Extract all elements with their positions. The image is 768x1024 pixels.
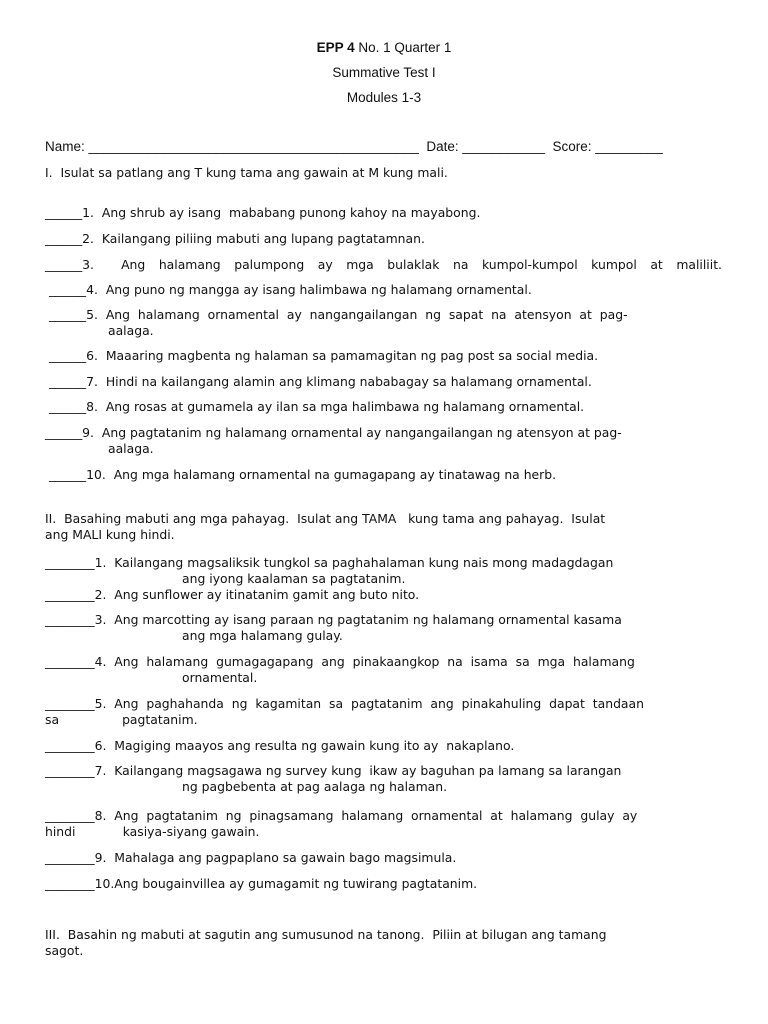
part2-item-6: ________6. Magiging maayos ang resulta ng gawain kung ito ay nakaplano. xyxy=(45,738,515,753)
modules-label: Modules 1-3 xyxy=(346,90,422,105)
part2-instruction xyxy=(45,511,722,543)
title-rest: No. 1 Quarter 1 xyxy=(354,40,452,55)
part1-item-10: ______10. Ang mga halamang ornamental na gumagapang ay tinatawag na herb. xyxy=(45,467,557,482)
part2-item-10: ________10.Ang bougainvillea ay gumagamit ng tuwirang pagtatanim. xyxy=(45,876,478,891)
part2-item-3-cont: ang mga halamang gulay. xyxy=(182,628,343,643)
part2-item-5-line: ________5. Ang paghahanda ng kagamitan sa pagtatanim ang pinakahuling dapat tandaan xyxy=(45,696,644,711)
part2-item-7 xyxy=(45,763,722,795)
part1-item-1: ______1. Ang shrub ay isang mababang punong kahoy na mayabong. xyxy=(45,205,481,220)
part1-item-5-cont: aalaga. xyxy=(108,323,154,338)
part3-instruction-line2: sagot. xyxy=(45,943,84,958)
part1-instruction: I. Isulat sa patlang ang T kung tama ang gawain at M kung mali. xyxy=(45,165,448,180)
part2-item-9: ________9. Mahalaga ang pagpaplano sa gawain bago magsimula. xyxy=(45,850,457,865)
part2-item-1-cont: ang iyong kaalaman sa pagtatanim. xyxy=(182,571,406,586)
part2-instruction-line1: II. Basahing mabuti ang mga pahayag. Isulat ang TAMA kung tama ang pahayag. Isulat xyxy=(45,511,606,526)
part2-item-3 xyxy=(45,612,722,644)
part1-item-3: ______3. Ang halamang palumpong ay mga bulaklak na kumpol-kumpol kumpol at maliliit. xyxy=(45,257,722,272)
part1-item-2: ______2. Kailangang piliing mabuti ang lupang pagtatamnan. xyxy=(45,231,425,246)
test-title xyxy=(0,40,768,55)
part1-item-4: ______4. Ang puno ng mangga ay isang halimbawa ng halamang ornamental. xyxy=(45,282,532,297)
part1-item-5 xyxy=(45,307,722,339)
part2-item-3-line: ________3. Ang marcotting ay isang paraan ng pagtatanim ng halamang ornamental kasama xyxy=(45,612,622,627)
part2-item-1 xyxy=(45,555,722,587)
part2-item-4-line: ________4. Ang halamang gumagagapang ang pinakaangkop na isama sa mga halamang xyxy=(45,654,635,669)
name-date-score-line: Name: ____________________________________________ Date: ___________ Score: _________ xyxy=(45,139,663,154)
part2-item-8 xyxy=(45,808,722,840)
title-bold: EPP 4 xyxy=(316,40,355,55)
part2-item-8-cont: hindi kasiya-siyang gawain. xyxy=(45,824,260,839)
part1-item-9-cont: aalaga. xyxy=(108,441,154,456)
part2-item-4 xyxy=(45,654,722,686)
part2-instruction-line2: ang MALI kung hindi. xyxy=(45,527,175,542)
part2-item-1-line: ________1. Kailangang magsaliksik tungkol sa paghahalaman kung nais mong madagdagan xyxy=(45,555,614,570)
part1-item-9 xyxy=(45,425,722,457)
part2-item-7-line: ________7. Kailangang magsagawa ng survey kung ikaw ay baguhan pa lamang sa larangan xyxy=(45,763,622,778)
part1-item-9-line: ______9. Ang pagtatanim ng halamang ornamental ay nangangailangan ng atensyon at pag- xyxy=(45,425,622,440)
test-subtitle: Summative Test I xyxy=(332,65,436,80)
part1-item-8: ______8. Ang rosas at gumamela ay ilan sa mga halimbawa ng halamang ornamental. xyxy=(45,399,585,414)
part2-item-8-line: ________8. Ang pagtatanim ng pinagsamang halamang ornamental at halamang gulay ay xyxy=(45,808,638,823)
part3-instruction-line1: III. Basahin ng mabuti at sagutin ang sumusunod na tanong. Piliin at bilugan ang tamang xyxy=(45,927,607,942)
part1-item-7: ______7. Hindi na kailangang alamin ang klimang nababagay sa halamang ornamental. xyxy=(45,374,592,389)
part2-item-2: ________2. Ang sunflower ay itinatanim gamit ang buto nito. xyxy=(45,587,420,602)
part3-instruction xyxy=(45,927,722,959)
part1-item-5-line: ______5. Ang halamang ornamental ay nangangailangan ng sapat na atensyon at pag- xyxy=(45,307,628,322)
part2-item-4-cont: ornamental. xyxy=(182,670,258,685)
part2-item-5 xyxy=(45,696,722,728)
part2-item-7-cont: ng pagbebenta at pag aalaga ng halaman. xyxy=(182,779,448,794)
part2-item-5-cont: sa pagtatanim. xyxy=(45,712,198,727)
part1-item-6: ______6. Maaaring magbenta ng halaman sa pamamagitan ng pag post sa social media. xyxy=(45,348,599,363)
